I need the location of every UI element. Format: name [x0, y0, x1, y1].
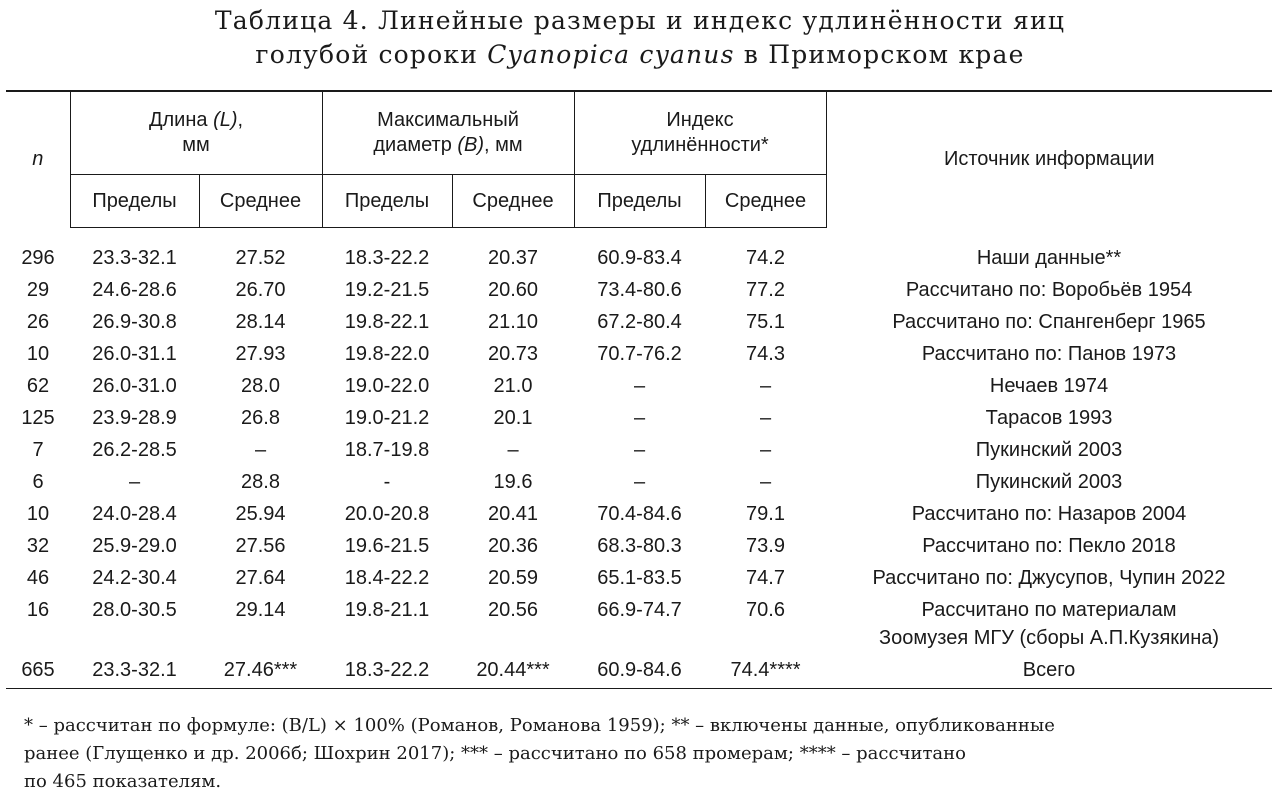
cell-diameter-range: 18.4-22.2 [344, 567, 430, 589]
cell-length-range: 23.3-32.1 [92, 247, 177, 269]
cell-index-range: – [633, 471, 646, 493]
cell-index-mean: 74.3 [746, 343, 785, 365]
caption-line-1: Таблица 4. Линейные размеры и индекс удлинённости яиц [214, 6, 1066, 35]
cell-source: Пукинский 2003 [975, 439, 1123, 461]
cell-index-range: – [633, 439, 646, 461]
header-index-limits: Пределы [574, 175, 705, 228]
cell-length-mean: 28.8 [241, 471, 280, 493]
cell-length-mean: 27.56 [235, 535, 286, 557]
cell-diameter-range: 19.2-21.5 [344, 279, 430, 301]
cell-length-range: 26.0-31.1 [92, 343, 177, 365]
cell-source [826, 594, 1272, 654]
header-index [574, 91, 826, 175]
cell-length-range: 23.9-28.9 [92, 407, 177, 429]
header-source: Источник информации [826, 91, 1272, 228]
cell-n: 7 [32, 439, 44, 461]
header-diameter-limits: Пределы [322, 175, 452, 228]
table-row [6, 562, 1272, 594]
header-index-mean: Среднее [705, 175, 826, 228]
cell-diameter-mean: 20.37 [487, 247, 539, 269]
table-row [6, 242, 1272, 274]
table-row [6, 338, 1272, 370]
cell-length-range: – [128, 471, 141, 493]
cell-length-range: 26.9-30.8 [92, 311, 177, 333]
table-footnote [24, 712, 1254, 796]
cell-source-line2: Зоомузея МГУ (сборы А.П.Кузякина) [879, 627, 1220, 649]
cell-length-mean: – [254, 439, 267, 461]
cell-index-range: – [633, 407, 646, 429]
cell-n: 26 [26, 311, 50, 333]
cell-diameter-mean: 20.73 [487, 343, 539, 365]
cell-diameter-mean: 20.59 [487, 567, 539, 589]
total-index-range: 60.9-84.6 [574, 654, 705, 689]
header-length-symbol: (L) [213, 109, 238, 131]
cell-source: Нечаев 1974 [989, 375, 1109, 397]
cell-n: 10 [26, 503, 50, 525]
footnote-line-2: ранее (Глущенко и др. 2006б; Шохрин 2017); *** – рассчитано по 658 промерам; **** – рассчитано [24, 743, 966, 764]
cell-diameter-mean: 21.0 [493, 375, 533, 397]
egg-size-table [6, 90, 1272, 689]
cell-length-range: 26.2-28.5 [92, 439, 177, 461]
cell-diameter-range: 19.0-22.0 [344, 375, 430, 397]
header-n: n [6, 91, 70, 228]
cell-source-line1: Рассчитано по материалам [921, 599, 1177, 621]
cell-source: Рассчитано по: Назаров 2004 [911, 503, 1187, 525]
spacer-row [6, 228, 1272, 243]
cell-n: 62 [26, 375, 50, 397]
cell-length-mean: 25.94 [235, 503, 286, 525]
table-row [6, 274, 1272, 306]
table-row [6, 466, 1272, 498]
cell-length-mean: 27.64 [235, 567, 286, 589]
total-index-mean: 74.4**** [705, 654, 826, 689]
cell-index-range: 68.3-80.3 [597, 535, 682, 557]
table-row [6, 594, 1272, 654]
total-row [6, 654, 1272, 689]
cell-source: Рассчитано по: Джусупов, Чупин 2022 [872, 567, 1226, 589]
header-length [70, 91, 322, 175]
cell-index-mean: 79.1 [746, 503, 785, 525]
cell-index-range: 65.1-83.5 [597, 567, 682, 589]
cell-diameter-mean: 20.36 [487, 535, 539, 557]
cell-source: Пукинский 2003 [975, 471, 1123, 493]
header-diameter-label: диаметр [373, 134, 458, 156]
cell-diameter-mean: – [507, 439, 519, 461]
cell-n: 10 [26, 343, 50, 365]
cell-index-range: 70.7-76.2 [597, 343, 682, 365]
header-length-label: Длина [148, 109, 214, 131]
total-diameter-mean: 20.44*** [452, 654, 574, 689]
cell-length-mean: 28.14 [235, 311, 286, 333]
cell-diameter-mean: 20.56 [487, 599, 539, 621]
cell-length-range: 24.2-30.4 [92, 567, 177, 589]
cell-diameter-range: 20.0-20.8 [344, 503, 430, 525]
cell-diameter-range: 19.6-21.5 [344, 535, 430, 557]
footnote-line-3: по 465 показателям. [24, 771, 222, 792]
table-row [6, 402, 1272, 434]
cell-index-mean: 74.2 [746, 247, 785, 269]
cell-index-mean: – [759, 471, 772, 493]
cell-source: Рассчитано по: Спангенберг 1965 [892, 311, 1206, 333]
cell-diameter-range: 19.8-22.1 [344, 311, 430, 333]
table-row [6, 306, 1272, 338]
cell-length-mean: 27.52 [235, 247, 286, 269]
table-row [6, 530, 1272, 562]
cell-index-range: 73.4-80.6 [597, 279, 682, 301]
cell-index-range: 66.9-74.7 [597, 599, 682, 621]
cell-length-range: 24.0-28.4 [92, 503, 177, 525]
header-length-unit: мм [182, 134, 210, 156]
header-index-line1: Индекс [666, 109, 734, 131]
total-length-mean: 27.46*** [199, 654, 322, 689]
cell-index-mean: 77.2 [746, 279, 785, 301]
cell-diameter-range: 19.0-21.2 [344, 407, 430, 429]
cell-length-mean: 28.0 [241, 375, 280, 397]
cell-index-mean: 73.9 [746, 535, 785, 557]
header-diameter-line1: Максимальный [377, 109, 519, 131]
cell-source: Рассчитано по: Воробьёв 1954 [905, 279, 1193, 301]
header-diameter-mean: Среднее [452, 175, 574, 228]
table-row [6, 434, 1272, 466]
header-length-comma: , [237, 109, 244, 131]
table-row [6, 370, 1272, 402]
cell-source: Наши данные** [976, 247, 1122, 269]
cell-length-range: 24.6-28.6 [92, 279, 177, 301]
total-diameter-range: 18.3-22.2 [322, 654, 452, 689]
cell-length-range: 26.0-31.0 [92, 375, 177, 397]
caption-line-2-post: в Приморском крае [734, 40, 1025, 69]
header-diameter [322, 91, 574, 175]
header-index-line2: удлинённости* [631, 134, 769, 156]
header-length-limits: Пределы [70, 175, 199, 228]
header-length-mean: Среднее [199, 175, 322, 228]
cell-source: Рассчитано по: Пекло 2018 [922, 535, 1176, 557]
cell-diameter-range: 19.8-21.1 [344, 599, 430, 621]
cell-length-range: 25.9-29.0 [92, 535, 177, 557]
cell-diameter-mean: 21.10 [487, 311, 539, 333]
cell-index-mean: 70.6 [746, 599, 785, 621]
cell-diameter-range: 19.8-22.0 [344, 343, 430, 365]
cell-index-mean: 74.7 [746, 567, 785, 589]
cell-index-mean: – [759, 407, 772, 429]
cell-diameter-mean: 20.41 [487, 503, 539, 525]
cell-diameter-range: 18.7-19.8 [344, 439, 430, 461]
header-diameter-unit: , мм [484, 134, 523, 156]
cell-length-mean: 27.93 [235, 343, 286, 365]
cell-diameter-range: - [383, 471, 391, 493]
table-row [6, 498, 1272, 530]
cell-n: 46 [26, 567, 50, 589]
cell-n: 29 [26, 279, 50, 301]
caption-line-2 [0, 38, 1280, 72]
total-label: Всего [826, 654, 1272, 689]
cell-n: 16 [26, 599, 50, 621]
cell-n: 6 [32, 471, 44, 493]
cell-length-mean: 26.8 [241, 407, 280, 429]
caption-line-2-pre: голубой сороки [255, 40, 488, 69]
cell-n: 32 [26, 535, 50, 557]
cell-length-range: 28.0-30.5 [92, 599, 177, 621]
header-diameter-symbol: (B) [457, 134, 485, 156]
cell-index-mean: 75.1 [746, 311, 785, 333]
cell-length-mean: 26.70 [235, 279, 286, 301]
cell-index-range: 70.4-84.6 [597, 503, 682, 525]
cell-diameter-range: 18.3-22.2 [344, 247, 430, 269]
total-n: 665 [6, 654, 70, 689]
footnote-line-1: * – рассчитан по формуле: (B/L) × 100% (Романов, Романова 1959); ** – включены данные, опубликованные [24, 715, 1055, 736]
cell-source: Тарасов 1993 [985, 407, 1113, 429]
total-length-range: 23.3-32.1 [70, 654, 199, 689]
cell-n: 296 [21, 247, 55, 269]
cell-index-range: 60.9-83.4 [597, 247, 682, 269]
cell-index-range: – [633, 375, 646, 397]
cell-source: Рассчитано по: Панов 1973 [921, 343, 1177, 365]
cell-index-mean: – [759, 375, 772, 397]
cell-diameter-mean: 20.60 [487, 279, 539, 301]
species-name: Cyanopica cyanus [487, 40, 735, 69]
cell-index-range: 67.2-80.4 [597, 311, 682, 333]
cell-diameter-mean: 20.1 [493, 407, 533, 429]
header-row-top [6, 91, 1272, 175]
cell-index-mean: – [759, 439, 772, 461]
cell-n: 125 [21, 407, 55, 429]
cell-diameter-mean: 19.6 [493, 471, 533, 493]
cell-length-mean: 29.14 [235, 599, 286, 621]
table-caption [0, 4, 1280, 72]
